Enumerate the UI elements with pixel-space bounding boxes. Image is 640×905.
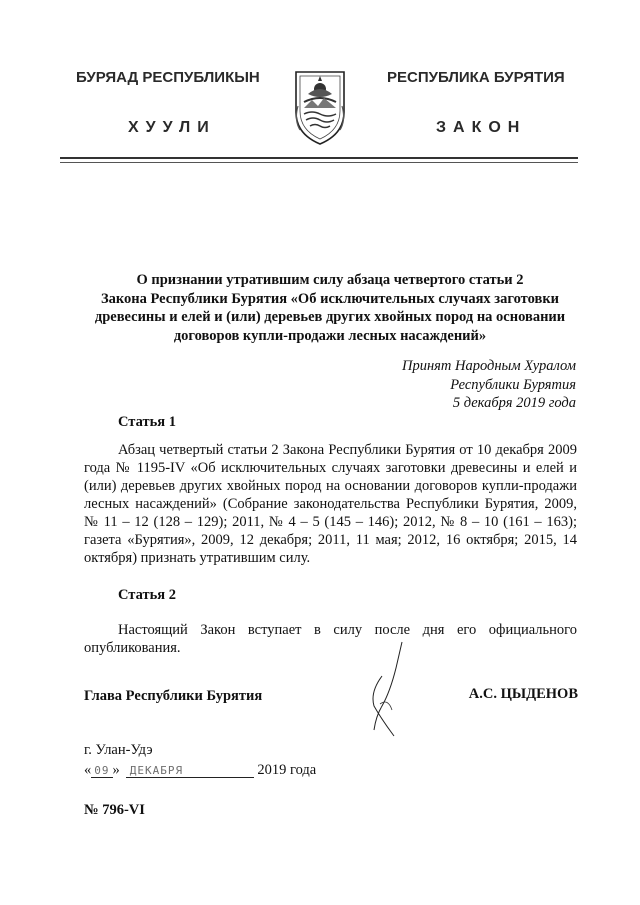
law-title-line: О признании утратившим силу абзаца четвертого статьи 2 <box>136 272 524 288</box>
article-1-text: Абзац четвертый статьи 2 Закона Республики Бурятия от 10 декабря 2009 года № 1195-IV «Об исключительных случаях заготовки древесины и елей и (или) деревьев других хвойных пород на основании договоров купли-продажи лесных насаждений» (Собрание законодательства Республики Бурятия, 2009, № 11 – 12 (128 – 129); 2011, № 4 – 5 (145 – 146); 2012, № 8 – 10 (161 – 163); газета «Бурятия», 2009, 12 декабря; 2011, 11 мая; 2012, 16 октября; 2015, 14 октября) признать утратившим силу. <box>84 442 577 566</box>
header-right-title: РЕСПУБЛИКА БУРЯТИЯ <box>387 69 565 86</box>
adoption-line: Республики Бурятия <box>450 376 576 393</box>
signing-date <box>84 762 316 779</box>
place-of-signing: г. Улан-Удэ <box>84 742 153 758</box>
header-left-subtitle: ХУУЛИ <box>128 119 216 136</box>
header-right-subtitle: ЗАКОН <box>436 119 527 136</box>
handwritten-signature <box>352 640 414 740</box>
signatory-position: Глава Республики Бурятия <box>84 688 263 704</box>
date-day-stamp: 09 <box>91 764 112 778</box>
law-title-line: Закона Республики Бурятия «Об исключительных случаях заготовки <box>100 290 560 307</box>
header-rule-thin <box>60 162 578 163</box>
header-left-title: БУРЯАД РЕСПУБЛИКЫН <box>76 69 260 86</box>
law-title-line: договоров купли-продажи лесных насаждений» <box>173 327 487 344</box>
article-2-heading: Статья 2 <box>118 587 176 603</box>
law-title-line: древесины и елей и (или) деревьев других хвойных пород на основании <box>94 309 566 325</box>
coat-of-arms-icon <box>292 64 348 146</box>
law-number: № 796-VI <box>84 802 145 818</box>
article-1-heading: Статья 1 <box>118 414 176 430</box>
date-close-quote: » <box>112 762 120 778</box>
adoption-note <box>402 357 576 413</box>
signatory-name: А.С. ЦЫДЕНОВ <box>468 686 578 702</box>
date-open-quote: « <box>84 762 92 778</box>
date-month-stamp: ДЕКАБРЯ <box>126 764 254 778</box>
adoption-line: Принят Народным Хуралом <box>401 358 576 374</box>
article-2-text: Настоящий Закон вступает в силу после дня его официального опубликования. <box>84 622 577 656</box>
adoption-line: 5 декабря 2019 года <box>452 395 576 411</box>
header-rule-thick <box>60 157 578 159</box>
date-year: 2019 года <box>257 762 317 778</box>
law-title <box>84 271 576 345</box>
